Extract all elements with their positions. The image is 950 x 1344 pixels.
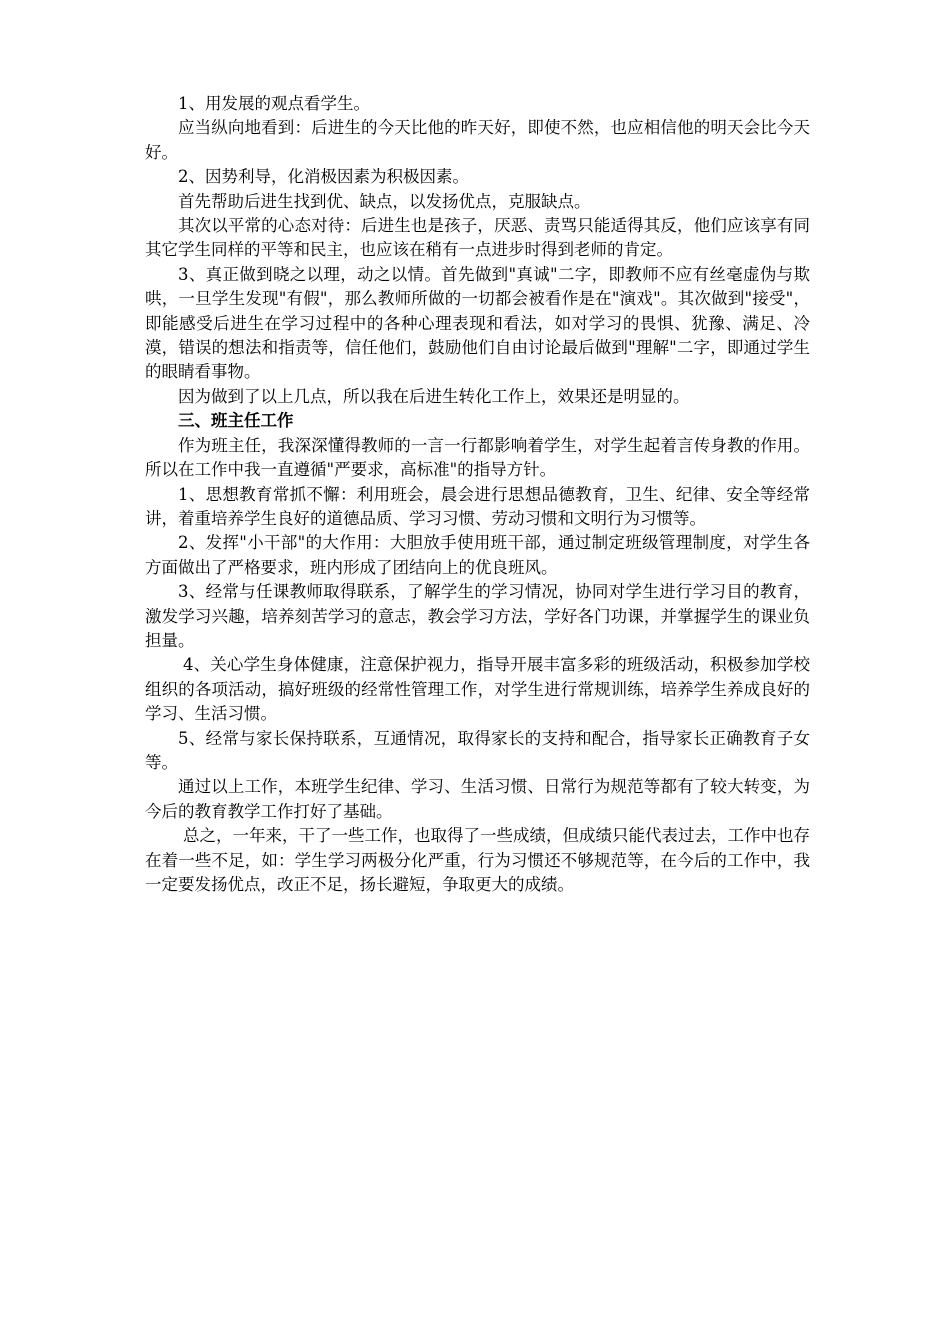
- paragraph-section-item-3: 3、经常与任课教师取得联系，了解学生的学习情况，协同对学生进行学习目的教育，激发学习兴趣，培养刻苦学习的意志，教会学习方法，学好各门功课，并掌握学生的课业负担量。: [145, 582, 810, 650]
- document-page: [145, 92, 810, 897]
- paragraph-final-summary: 总之，一年来，干了一些工作，也取得了一些成绩，但成绩只能代表过去，工作中也存在着一些不足，如：学生学习两极分化严重，行为习惯还不够规范等，在今后的工作中，我一定要发扬优点，改正不足，扬长避短，争取更大的成绩。: [145, 826, 810, 894]
- paragraph-conclusion-a: 因为做到了以上几点，所以我在后进生转化工作上，效果还是明显的。: [178, 386, 690, 406]
- paragraph-section-item-1: 1、思想教育常抓不懈：利用班会，晨会进行思想品德教育，卫生、纪律、安全等经常讲，着重培养学生良好的道德品质、学习习惯、劳动习惯和文明行为习惯等。: [145, 484, 810, 528]
- paragraph-section-intro: 作为班主任，我深深懂得教师的一言一行都影响着学生，对学生起着言传身教的作用。所以在工作中我一直遵循"严要求，高标准"的指导方针。: [145, 435, 810, 480]
- paragraph-point-2: 2、因势利导，化消极因素为积极因素。: [178, 167, 469, 187]
- paragraph-section-item-2: 2、发挥"小干部"的大作用：大胆放手使用班干部，通过制定班级管理制度，对学生各方面做出了严格要求，班内形成了团结向上的优良班风。: [145, 533, 810, 577]
- paragraph-section-item-4: 4、关心学生身体健康，注意保护视力，指导开展丰富多彩的班级活动，积极参加学校组织的各项活动，搞好班级的经常性管理工作，对学生进行常规训练，培养学生养成良好的学习、生活习惯。: [145, 655, 810, 724]
- paragraph-point-2-body-a: 首先帮助后进生找到优、缺点，以发扬优点，克服缺点。: [178, 191, 591, 211]
- paragraph-point-3: 3、真正做到晓之以理，动之以情。首先做到"真诚"二字，即教师不应有丝毫虚伪与欺哄，一旦学生发现"有假"，那么教师所做的一切都会被看作是在"演戏"。其次做到"接受"，即能感受后进生在学习过程中的各种心理表现和看法，如对学习的畏惧、犹豫、满足、冷漠，错误的想法和指责等，信任他们，鼓励他们自由讨论最后做到"理解"二字，即通过学生的眼睛看事物。: [145, 264, 810, 382]
- paragraph-section-summary: 通过以上工作，本班学生纪律、学习、生活习惯、日常行为规范等都有了较大转变，为今后的教育教学工作打好了基础。: [145, 777, 810, 821]
- paragraph-point-1: 1、用发展的观点看学生。: [178, 94, 370, 113]
- paragraph-point-2-body-b: 其次以平常的心态对待：后进生也是孩子，厌恶、责骂只能适得其反，他们应该享有同其它学生同样的平等和民主，也应该在稍有一点进步时得到老师的肯定。: [145, 216, 810, 260]
- paragraph-point-1-body: 应当纵向地看到：后进生的今天比他的昨天好，即使不然，也应相信他的明天会比今天好。: [145, 118, 810, 162]
- paragraph-section-item-5: 5、经常与家长保持联系，互通情况，取得家长的支持和配合，指导家长正确教育子女等。: [145, 728, 810, 772]
- section-heading: 三、班主任工作: [178, 411, 294, 431]
